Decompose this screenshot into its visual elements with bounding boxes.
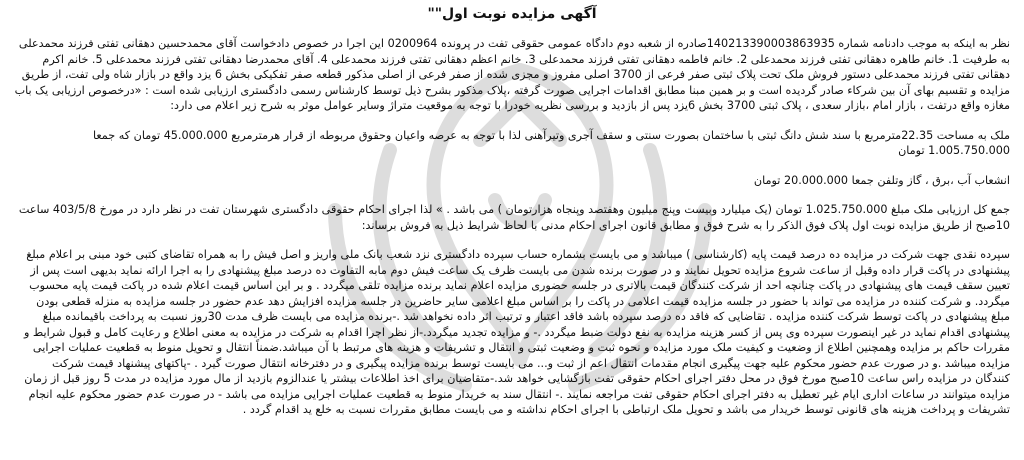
utilities-valuation-paragraph: انشعاب آب ،برق ، گاز وتلفن جمعا 20.000.000 تومان — [753, 173, 1010, 187]
property-valuation-paragraph: ملک به مساحت 22.35مترمربع با سند شش دانگ ثبتی با ساختمان بصورت سنتی و سقف آجری وتیرآهنی لذا با توجه به عرصه واعیان وحقوق مربوطه از قرار هرمترمربع 45.000.000 تومان که جمعا 1.005.750.000 تومان — [92, 128, 1010, 157]
total-valuation-paragraph: جمع کل ارزیابی ملک مبلغ 1.025.750.000 تومان (یک میلیارد وبیست وپنج میلیون وهفتصد وپنجاه هزارتومان ) می باشد . » لذا اجرای احکام حقوقی دادگستری شهرستان تفت در نظر دارد در مورخ 403/5/8 ساعت 10صبح از طریق مزایده نوبت اول پلاک فوق الذکر را به شرح فوق و مطابق قانون اجرای احکام مدنی با لحاظ شرایط ذیل به فروش برساند: — [18, 203, 1010, 232]
notice-title: آگهی مزایده نوبت اول"" — [427, 6, 597, 22]
notice-intro-paragraph: نظر به اینکه به موجب دادنامه شماره 140213390003863935صادره از شعبه دوم دادگاه عمومی حقوقی تفت در پرونده 0200964 این اجرا در خصوص دادخواست آقای محمدحسین دهقانی تفتی فرزند محمدعلی به طرفیت 1. خانم طاهره دهقانی تفتی فرزند محمدعلی 2. خانم فاطمه دهقانی تفتی فرزند محمدعلی 3. خانم اعظم دهقانی تفتی فرزند محمدعلی 4. آقای محمدرضا دهقانی تفتی فرزند محمدعلی 5. خانم اکرم دهقانی تفتی فرزند محمدعلی دستور فروش ملک تحت پلاک ثبتی صفر فرعی از 3700 اصلی مفروز و مجزی شده از صفر فرعی از اصلی مذکور قطعه صفر تفکیکی بخش 6 یزد واقع در بازار شاه ولی تفت، از طریق مزایده و تقسیم بهای آن بین شرکاء صادر گردیده است و بر همین مبنا مطابق اقدامات اجرایی صورت گرفته ،پلاک مذکور بشرح ذیل توسط کارشناس رسمی دادگستری ارزیابی شده است : «درخصوص ارزیابی یک باب مغازه واقع درتفت ، بازار امام ،بازار سعدی ، پلاک ثبتی 3700 بخش 6یزد پس از بازدید و بررسی نظریه خودرا با توجه به موقعیت متراژ وسایر عوامل موثر به شرح زیر اعلام می دارد: — [14, 37, 1010, 112]
auction-conditions-paragraph: سپرده نقدی جهت شرکت در مزایده ده درصد قیمت پایه (کارشناسی ) میباشد و می بایست بشماره حساب سپرده دادگستری نزد شعب بانک ملی واریز و اصل فیش را به همراه تقاضای کتبی خود مبنی بر اعلام مبلغ پیشنهادی در پاکت قرار داده وقبل از ساعت شروع مزایده تحویل نمایند و در صورت برنده شدن می بایست ظرف یک ساعت فیش دوم مابه التفاوت ده درصد مبلغ پیشنهادی را به اجرا ارائه نماید بدیهی است پس از تعیین سقف قیمت های پیشنهادی در پاکت چنانچه احد از شرکت کنندگان قیمت بالاتری در جلسه حضوری مزایده اعلام نماید برنده مزایده تلقی میگردد . و بر این اساس قیمت اعلام شده در پاکت قیمت پایه محسوب میگردد. و شرکت کننده در مزایده می تواند با حضور در جلسه مزایده قیمت اعلامی در پاکت را بر اساس مبلغ اعلامی سایر حاضرین در جلسه مزایده افزایش دهد عدم حضور در جلسه مزایده به منزله قطعی بودن مبلغ پیشنهادی در پاکت توسط شرکت کننده مزایده . تقاضایی که فاقد ده درصد سپرده باشد فاقد اعتبار و ترتیب اثر داده نخواهد شد .-برنده مزایده می بایست ظرف مدت 30روز نسبت به پرداخت باقیمانده مبلغ پیشنهادی اقدام نماید در غیر اینصورت سپرده وی پس از کسر هزینه مزایده به نفع دولت ضبط میگردد .- و مزایده تجدید میگردد.-از نظر اجرا اقدام به شرکت در مزایده به معنی اطلاع و رعایت کامل و قبول شرایط و مقررات حاکم بر مزایده وهمچنین اطلاع از وضعیت و کیفیت ملک مورد مزایده و نحوه ثبت و وضعیت ثبتی و انتقال و تشریفات و هزینه های مرتبط با آن میباشد.ضمناً انتقال و تحویل منوط به قطعیت عملیات اجرایی مزایده میباشد .و در صورت عدم حضور محکوم علیه جهت پیگیری انجام مقدمات انتقال اعم از ثبت و... می بایست توسط برنده مزایده پیگیری و در دفترخانه انتقال صورت گیرد . -پاکتهای پیشنهاد قیمت شرکت کنندگان در مزایده راس ساعت 10صبح مورخ فوق در محل دفتر اجرای احکام حقوقی تفت بازگشایی خواهد شد.-متقاضیان برای اخذ اطلاعات بیشتر یا عندالزوم بازدید از مال مورد مزایده در مدت 5 روز قبل از زمان مزایده میتوانند در ساعات اداری ایام غیر تعطیل به دفتر اجرای احکام حقوقی تفت مراجعه نمایند .- انتقال سند به خریدار منوط به قطعیت عملیات اجرایی مزایده می باشد - در صورت عدم حضور محکوم علیه انجام تشریفات و پرداخت هزینه های قانونی توسط خریدار می باشد و تحویل ملک ارتباطی با اجرای احکام نداشته و می بایست مطابق مقررات نسبت به خلع ید اقدام گردد . — [23, 248, 1010, 416]
